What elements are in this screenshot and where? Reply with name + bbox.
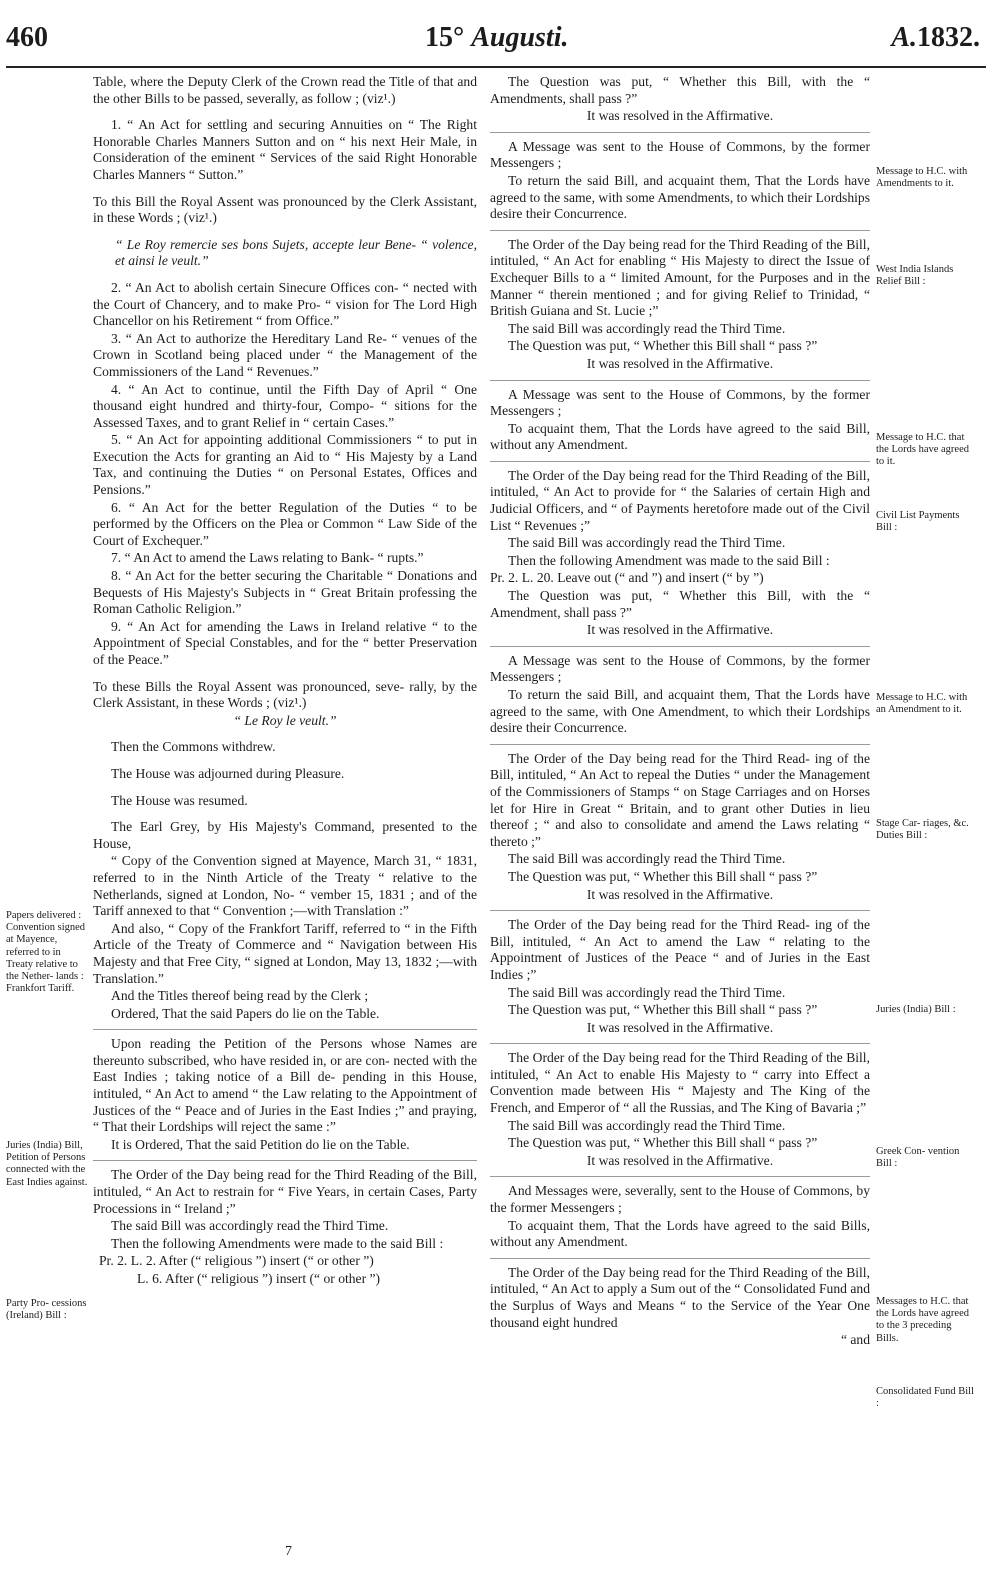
- paragraph: The Order of the Day being read for the Third Reading of the Bill, intituled, “ An Act to apply a Sum out of the “ Consolidated Fund and the Surplus of Ways and Means “ to the Service of the Year One thousand eight hundred: [490, 1264, 870, 1330]
- royal-assent-formula: “ Le Roy le veult.”: [233, 712, 337, 728]
- act-6: 6. “ An Act for the better Regulation of the Duties “ to be performed by the Officers on the Plea or Common “ Law Side of the Court of Exchequer.”: [93, 499, 477, 548]
- amendment: Pr. 2. L. 20. Leave out (“ and ”) and insert (“ by ”): [490, 570, 764, 586]
- paragraph: It is Ordered, That the said Petition do lie on the Table.: [111, 1136, 410, 1152]
- paragraph: The Order of the Day being read for the Third Read- ing of the Bill, intituled, “ An Act to amend the Law “ relating to the Appointment of Justices of the Peace “ and of Juries in the East Indies ;”: [490, 917, 870, 982]
- act-2: 2. “ An Act to abolish certain Sinecure Offices con- “ nected with the Court of Chancery, and to make Pro- “ vision for The Lord High Chancellor on his Retirement “ from Office.”: [93, 279, 477, 329]
- paragraph: A Message was sent to the House of Commons, by the former Messengers ;: [490, 386, 870, 419]
- paragraph: And Messages were, severally, sent to the House of Commons, by the former Messengers ;: [490, 1183, 870, 1216]
- margin-note-right: Messages to H.C. that the Lords have agreed to the 3 preceding Bills.: [876, 1296, 969, 1344]
- paragraph: The Order of the Day being read for the Third Read- ing of the Bill, intituled, “ An Act to repeal the Duties “ under the Management of the Commissioners of Stamps “ on Stage Carriages and on Horses let for Hire in Great “ Britain, and to grant other Duties in lieu thereof ; “ and also to consolidate and amend the Laws relating “ thereto ;”: [490, 750, 870, 849]
- act-8: 8. “ An Act for the better securing the Charitable “ Donations and Bequests of His Majesty's Subjects in “ Great Britain professing the Roman Catholic Religion.”: [93, 568, 477, 617]
- journal-year: [891, 22, 980, 53]
- section-divider: [490, 380, 870, 381]
- paragraph: It was resolved in the Affirmative.: [586, 108, 774, 124]
- paragraph: The Order of the Day being read for the Third Reading of the Bill, intituled, “ An Act to provide for “ the Salaries of certain High and Judicial Officers, and “ of Payments heretofore made out of the Civil List “ Revenues ;”: [490, 467, 870, 533]
- paragraph: The said Bill was accordingly read the Third Time.: [508, 851, 786, 867]
- margin-note-left: Party Pro- cessions (Ireland) Bill :: [6, 1298, 87, 1322]
- header-rule: [6, 66, 986, 68]
- paragraph: To this Bill the Royal Assent was pronounced by the Clerk Assistant, in these Words ; (viz¹.): [93, 193, 477, 226]
- amendment: Pr. 2. L. 2. After (“ religious ”) insert (“ or other ”): [99, 1253, 374, 1269]
- section-divider: [490, 132, 870, 133]
- paragraph: The said Bill was accordingly read the Third Time.: [111, 1218, 389, 1234]
- date-day: 15°: [425, 22, 465, 53]
- paragraph: To acquaint them, That the Lords have agreed to the said Bills, without any Amendment.: [490, 1217, 870, 1250]
- paragraph: The Question was put, “ Whether this Bill shall “ pass ?”: [508, 338, 818, 354]
- section-divider: [490, 1043, 870, 1044]
- paragraph: The said Bill was accordingly read the Third Time.: [508, 535, 786, 551]
- margin-note-left: Papers delivered : Convention signed at Mayence, referred to in Treaty relative to the Nether- lands : Frankfort Tariff.: [6, 910, 86, 995]
- journal-date: [425, 22, 569, 53]
- paragraph: The Question was put, “ Whether this Bill shall “ pass ?”: [508, 1002, 818, 1018]
- margin-note-right: Message to H.C. that the Lords have agreed to it.: [876, 432, 969, 468]
- section-divider: [490, 461, 870, 462]
- act-1: 1. “ An Act for settling and securing Annuities on “ The Right Honorable Charles Manners Sutton and on “ his next Heir Male, in Consideration of the eminent “ Services of the said Right Honorable Charles Manners “ Sutton.”: [93, 117, 477, 182]
- paragraph: To these Bills the Royal Assent was pronounced, seve- rally, by the Clerk Assistant, in these Words ; (viz¹.): [93, 678, 477, 711]
- right-column: [490, 74, 870, 1350]
- paragraph: The Order of the Day being read for the Third Reading of the Bill, intituled, “ An Act to enable His Majesty to “ carry into Effect a Convention made between His “ Majesty and The King of the French, and Emperor of “ all the Russias, and The King of Bavaria ;”: [490, 1050, 870, 1116]
- paragraph: To return the said Bill, and acquaint them, That the Lords have agreed to the same, with some Amendments, to which their Lordships desire their Concurrence.: [490, 172, 870, 222]
- margin-note-right: Juries (India) Bill :: [876, 1004, 956, 1015]
- royal-assent-formula: “ Le Roy remercie ses bons Sujets, accepte leur Bene- “ volence, et ainsi le veult.”: [115, 236, 477, 269]
- margin-note-left: Juries (India) Bill, Petition of Persons connected with the East Indies against.: [6, 1140, 88, 1188]
- paragraph: It was resolved in the Affirmative.: [586, 1152, 774, 1168]
- year-value: 1832.: [917, 22, 980, 53]
- paragraph: Then the following Amendment was made to the said Bill :: [508, 552, 830, 568]
- act-9: 9. “ An Act for amending the Laws in Ireland relative “ to the Appointment of Special Constables, and for the “ better Preservation of the Peace.”: [93, 618, 477, 667]
- signature-mark: 7: [285, 1544, 292, 1559]
- paragraph: Then the Commons withdrew.: [111, 739, 276, 755]
- paragraph: It was resolved in the Affirmative.: [586, 1019, 774, 1035]
- paragraph: Upon reading the Petition of the Persons whose Names are thereunto subscribed, who have resided in, or are con- nected with the East Indies ; taking notice of a Bill de- pending in this House, intituled, “ An Act to amend “ the Law relating to the Appointment of Justices of the “ Peace and of Juries in the East Indies ;” and praying, “ That their Lordships will reject the same :”: [93, 1036, 477, 1135]
- section-divider: [490, 230, 870, 231]
- paragraph: The Earl Grey, by His Majesty's Command, presented to the House,: [93, 819, 477, 851]
- section-divider: [490, 744, 870, 745]
- paragraph: The House was adjourned during Pleasure.: [111, 765, 345, 781]
- paragraph: The Question was put, “ Whether this Bill, with the “ Amendment, shall pass ?”: [490, 588, 870, 620]
- margin-note-right: Consolidated Fund Bill :: [876, 1386, 975, 1410]
- section-divider: [490, 1258, 870, 1259]
- paragraph: The said Bill was accordingly read the Third Time.: [508, 320, 786, 336]
- year-prefix: A.: [891, 22, 917, 53]
- act-3: 3. “ An Act to authorize the Hereditary Land Re- “ venues of the Crown in Scotland being placed under “ the Management of the Commissioners of the Land “ Revenues.”: [93, 330, 477, 379]
- margin-note-right: Greek Con- vention Bill :: [876, 1146, 960, 1170]
- paragraph: A Message was sent to the House of Commons, by the former Messengers ;: [490, 138, 870, 171]
- margin-note-right: Message to H.C. with an Amendment to it.: [876, 692, 968, 716]
- page-header: [0, 22, 992, 64]
- act-7: 7. “ An Act to amend the Laws relating to Bank- “ rupts.”: [111, 550, 424, 566]
- section-divider: [490, 910, 870, 911]
- page-number: 460: [6, 22, 48, 53]
- paragraph: It was resolved in the Affirmative.: [586, 886, 774, 902]
- paragraph: Ordered, That the said Papers do lie on the Table.: [111, 1005, 380, 1021]
- margin-note-right: Stage Car- riages, &c. Duties Bill :: [876, 818, 969, 842]
- section-divider: [93, 1029, 477, 1030]
- paragraph: The Question was put, “ Whether this Bill, with the “ Amendments, shall pass ?”: [490, 74, 870, 106]
- paragraph: The Question was put, “ Whether this Bill shall “ pass ?”: [508, 1135, 818, 1151]
- paragraph: And also, “ Copy of the Frankfort Tariff, referred to “ in the Fifth Article of the Treaty of Commerce and “ Navigation between His Majesty and that Free City, “ signed at London, May 13, 1832 ;—with Translation.”: [93, 920, 477, 986]
- paragraph: The Order of the Day being read for the Third Reading of the Bill, intituled, “ An Act for enabling “ His Majesty to direct the Issue of Exchequer Bills to a “ limited Amount, for the Purposes and in the Manner “ therein mentioned ; and for giving Relief to Trinidad, “ British Guiana and St. Lucie ;”: [490, 236, 870, 319]
- paragraph: It was resolved in the Affirmative.: [586, 355, 774, 371]
- amendment: L. 6. After (“ religious ”) insert (“ or other ”): [137, 1271, 381, 1286]
- left-column: [93, 74, 477, 1289]
- paragraph: To return the said Bill, and acquaint them, That the Lords have agreed to the same, with One Amendment, to which their Lordships desire their Concurrence.: [490, 687, 870, 736]
- margin-note-right: Civil List Payments Bill :: [876, 510, 960, 534]
- margin-note-right: Message to H.C. with Amendments to it.: [876, 166, 968, 190]
- paragraph: The said Bill was accordingly read the Third Time.: [508, 1117, 786, 1133]
- paragraph: “ Copy of the Convention signed at Mayence, March 31, “ 1831, referred to in the Ninth Article of the Treaty “ relative to the Netherlands, signed at London, No- “ vember 15, 1831 ; and of the Tariff annexed to that “ Convention ;—with Translation :”: [93, 853, 477, 919]
- act-5: 5. “ An Act for appointing additional Commissioners “ to put in Execution the Acts for granting an Aid to “ His Majesty by a Land Tax, and continuing the Duties “ on Personal Estates, Offices and Pensions.”: [93, 432, 477, 498]
- paragraph: Then the following Amendments were made to the said Bill :: [111, 1235, 444, 1251]
- act-4: 4. “ An Act to continue, until the Fifth Day of April “ One thousand eight hundred and thirty-four, Compo- “ sitions for the Assessed Taxes, and to grant Relief in “ certain Cases.”: [93, 381, 477, 430]
- paragraph: Table, where the Deputy Clerk of the Crown read the Title of that and the other Bills to be passed, severally, as follow ; (viz¹.): [93, 74, 477, 106]
- paragraph: The Question was put, “ Whether this Bill shall “ pass ?”: [508, 868, 818, 884]
- paragraph: The said Bill was accordingly read the Third Time.: [508, 984, 786, 1000]
- section-divider: [93, 1160, 477, 1161]
- paragraph: And the Titles thereof being read by the Clerk ;: [111, 988, 369, 1004]
- section-divider: [490, 646, 870, 647]
- paragraph: It was resolved in the Affirmative.: [586, 622, 774, 638]
- margin-note-right: West India Islands Relief Bill :: [876, 264, 954, 288]
- paragraph: To acquaint them, That the Lords have agreed to the said Bill, without any Amendment.: [490, 420, 870, 453]
- date-month: Augusti.: [471, 22, 569, 53]
- catchword: “ and: [840, 1332, 870, 1348]
- paragraph: A Message was sent to the House of Commons, by the former Messengers ;: [490, 652, 870, 685]
- paragraph: The Order of the Day being read for the Third Reading of the Bill, intituled, “ An Act to restrain for “ Five Years, in certain Cases, Party Processions in “ Ireland ;”: [93, 1167, 477, 1216]
- paragraph: The House was resumed.: [111, 792, 248, 808]
- section-divider: [490, 1176, 870, 1177]
